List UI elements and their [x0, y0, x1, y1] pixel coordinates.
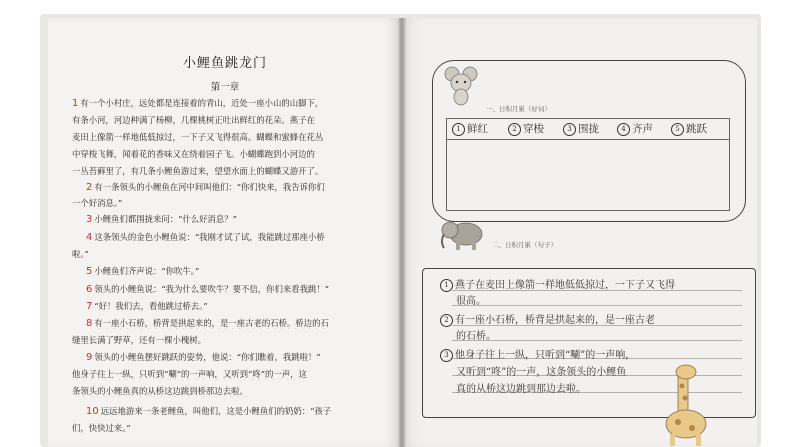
paragraph-line: 10 远远地游来一条老鲤鱼，叫他们，这是小鲤鱼们的奶奶：“孩子 [86, 406, 332, 417]
paragraph-line: 一丛苔藓里了，有几条小鲤鱼游过来，望望水面上的蝴蝶又游开了。 [72, 166, 324, 176]
paragraph-number: 8 [86, 318, 93, 329]
paragraph-line: 中穿梭飞舞，闻着花的香味又在绕着园子飞。小蝴蝶跑到小河边的 [72, 149, 315, 159]
paragraph-line: 8 有一座小石桥，桥背是拱起来的，是一座古老的石桥。桥边的石 [86, 318, 329, 329]
mouse-illustration [442, 64, 480, 106]
chapter-heading: 第一章 [210, 82, 240, 93]
paragraph-line: 麦田上像箭一样地低低掠过，一下子又飞得很高。蝴蝶和蜜蜂在花丛 [72, 132, 324, 142]
word-answer: 2 穿梭 [508, 121, 544, 136]
paragraph-line: 4 这条领头的金色小鲤鱼说：“我刚才试了试，我能跳过那座小桥 [86, 232, 325, 243]
paragraph-number: 3 [86, 214, 93, 225]
giraffe-illustration [656, 362, 720, 447]
elephant-illustration [438, 214, 488, 254]
paragraph-line: 一个好消息。” [72, 198, 123, 208]
sentence-answer-line: 真的从桥这边跳到那边去啦。 [456, 384, 586, 395]
word-answer: 3 围拢 [563, 121, 599, 136]
paragraph-line: 缝里长满了野草，还有一棵小槐树。 [72, 335, 206, 345]
paragraph-line: 们，快快过来。” [72, 423, 131, 433]
paragraph-line: 6 领头的小鲤鱼说：“我为什么要吹牛？要不信，你们来看我跳！” [86, 284, 330, 295]
word-answer: 1 鲜红 [452, 121, 488, 136]
words-blank-area [446, 138, 730, 211]
paragraph-number: 2 [86, 182, 93, 193]
sentence-answer-line: 2 有一座小石桥，桥背是拱起来的，是一座古老 [440, 311, 655, 327]
paragraph-line: 有条小河，河边种满了杨柳，几棵桃树正吐出鲜红的花朵。燕子在 [72, 115, 315, 125]
sentence-answer-line: 很高。 [456, 296, 486, 307]
paragraph-line: 啦。” [72, 249, 89, 259]
paragraph-line: 9 领头的小鲤鱼摆好跳跃的姿势，他说：“你们瞧着，我跳啦！” [86, 352, 321, 363]
paragraph-line: 1 有一个小村庄，远处都是连接着的青山，近处一座小山的山脚下， [72, 98, 324, 109]
paragraph-number: 9 [86, 352, 93, 363]
paragraph-number: 1 [72, 98, 79, 109]
paragraph-line: 2 有一条领头的小鲤鱼在河中间叫他们：“你们快来，我告诉你们 [86, 182, 325, 193]
sentence-answer-line: 3 他身子往上一纵，只听到“唰”的一声响， [440, 346, 635, 362]
sentence-answer-line: 的石桥。 [456, 331, 496, 342]
paragraph-number: 10 [86, 406, 99, 417]
section-label-sentences: 二、日积月累（句子） [492, 241, 557, 249]
paragraph-number: 5 [86, 266, 93, 277]
word-answer: 5 跳跃 [671, 121, 707, 136]
paragraph-line: 7 “好！我们去，看他跳过桥去。” [86, 301, 208, 312]
paragraph-line: 条领头的小鲤鱼真的从桥这边跳到桥那边去啦。 [72, 386, 248, 396]
sentence-answer-line: 1 燕子在麦田上像箭一样地低低掠过，一下子又飞得 [440, 276, 675, 292]
paragraph-line: 3 小鲤鱼们都围拢来问：“什么好消息？” [86, 214, 237, 225]
sentence-answer-line: 又听到“咚”的一声，这条领头的小鲤鱼 [456, 367, 627, 378]
paragraph-line: 5 小鲤鱼们齐声说：“你吹牛。” [86, 266, 200, 277]
paragraph-line: 他身子往上一纵，只听到“唰”的一声响，又听到“咚”的一声，这 [72, 369, 307, 379]
paragraph-number: 7 [86, 301, 93, 312]
paragraph-number: 4 [86, 232, 93, 243]
word-answer: 4 齐声 [617, 121, 653, 136]
paragraph-number: 6 [86, 284, 93, 295]
section-label-words: 一、日积月累（好词） [486, 105, 551, 113]
ruled-line [452, 305, 742, 306]
story-title: 小鲤鱼跳龙门 [182, 56, 267, 71]
